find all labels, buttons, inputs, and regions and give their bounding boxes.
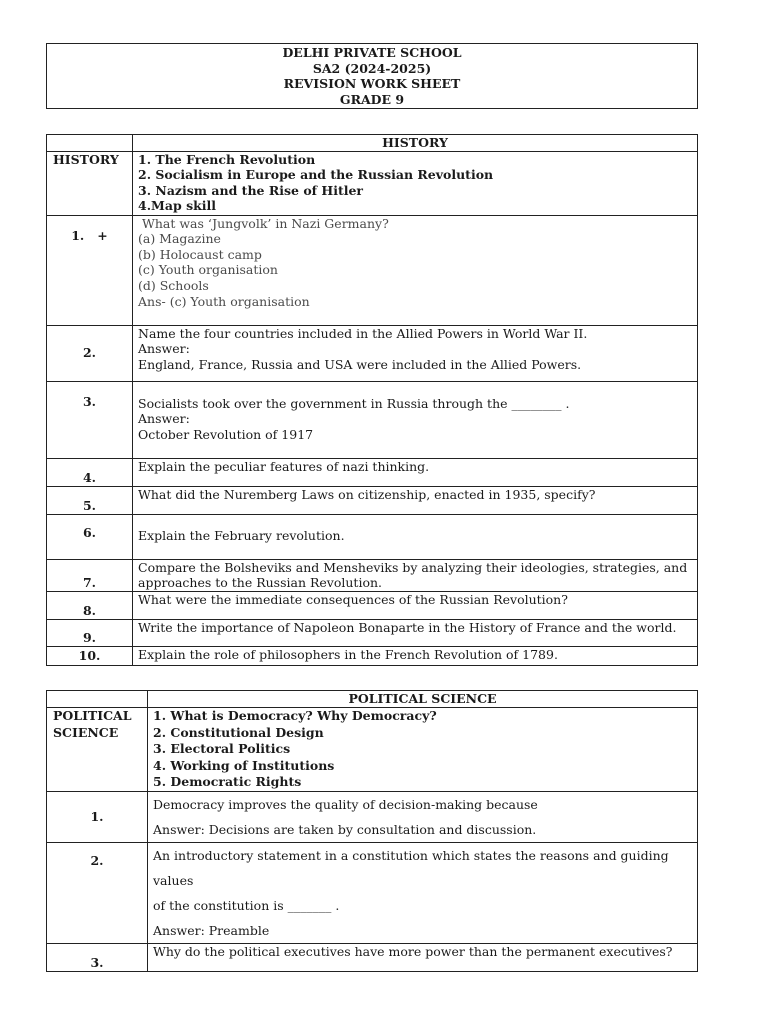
grade: GRADE 9	[339, 91, 405, 107]
table-row	[47, 591, 698, 619]
question-cell: What were the immediate consequences of the Russian Revolution?	[133, 591, 698, 619]
question-cell: Why do the political executives have more power than the permanent executives?	[148, 944, 698, 972]
topic: 1. What is Democracy? Why Democracy?	[153, 708, 437, 723]
question-cell: Name the four countries included in the Allied Powers in World War II. Answer: England, France, Russia and USA were included in the Allied Powers.	[133, 325, 698, 381]
table-row	[47, 559, 698, 591]
political-science-table	[46, 690, 698, 972]
question-cell: Explain the February revolution.	[133, 514, 698, 559]
political-science-topics	[148, 708, 698, 792]
history-subject-label: HISTORY	[47, 151, 133, 215]
topic: 4.Map skill	[138, 198, 217, 214]
question-cell: What was ‘Jungvolk’ in Nazi Germany? (a) Magazine (b) Holocaust camp (c) Youth organisation (d) Schools Ans- (c) Youth organisation	[133, 215, 698, 325]
question-number: 9.	[47, 619, 133, 646]
question-cell: Explain the role of philosophers in the French Revolution of 1789.	[133, 646, 698, 665]
question-number: 1. +	[47, 215, 133, 325]
question-number: 5.	[47, 486, 133, 514]
table-row	[47, 619, 698, 646]
table-row	[47, 843, 698, 944]
school-name: DELHI PRIVATE SCHOOL	[282, 45, 462, 60]
session: SA2 (2024-2025)	[312, 60, 432, 76]
table-row	[47, 458, 698, 486]
question-number: 10.	[47, 646, 133, 665]
topic: 1. The French Revolution	[138, 151, 316, 167]
question-cell: Compare the Bolsheviks and Mensheviks by analyzing their ideologies, strategies, and approaches to the Russian Revolution.	[133, 559, 698, 591]
question-number: 3.	[47, 381, 133, 458]
question-number: 8.	[47, 591, 133, 619]
table-row	[47, 215, 698, 325]
topic: 4. Working of Institutions	[153, 757, 335, 773]
question-cell: Write the importance of Napoleon Bonaparte in the History of France and the world.	[133, 619, 698, 646]
question-number: 6.	[47, 514, 133, 559]
table-row	[47, 325, 698, 381]
table-row	[47, 944, 698, 972]
worksheet-header	[46, 43, 698, 109]
question-number: 1.	[47, 792, 148, 843]
worksheet-title: REVISION WORK SHEET	[283, 76, 461, 91]
table-row	[47, 792, 698, 843]
political-science-heading: POLITICAL SCIENCE	[148, 691, 698, 708]
question-cell: Explain the peculiar features of nazi thinking.	[133, 458, 698, 486]
topic: 3. Electoral Politics	[153, 741, 291, 756]
table-row	[47, 514, 698, 559]
political-science-subject-label: POLITICAL SCIENCE	[47, 708, 148, 792]
question-number: 2.	[47, 843, 148, 944]
question-number: 3.	[47, 944, 148, 972]
question-cell: Democracy improves the quality of decision-making because Answer: Decisions are taken by consultation and discussion.	[148, 792, 698, 843]
topic: 2. Socialism in Europe and the Russian Revolution	[138, 167, 494, 183]
topic: 5. Democratic Rights	[153, 774, 302, 789]
question-cell: An introductory statement in a constitution which states the reasons and guiding values of the constitution is _______ . Answer: Preamble	[148, 843, 698, 944]
question-cell: What did the Nuremberg Laws on citizenship, enacted in 1935, specify?	[133, 486, 698, 514]
question-number: 2.	[47, 325, 133, 381]
question-number: 7.	[47, 559, 133, 591]
question-cell: Socialists took over the government in Russia through the ________ . Answer: October Revolution of 1917	[133, 381, 698, 458]
history-heading: HISTORY	[133, 135, 698, 152]
table-row	[47, 381, 698, 458]
table-row	[47, 646, 698, 665]
question-number: 4.	[47, 458, 133, 486]
topic: 2. Constitutional Design	[153, 724, 324, 740]
history-topics	[133, 151, 698, 215]
topic: 3. Nazism and the Rise of Hitler	[138, 182, 363, 198]
history-table	[46, 134, 698, 666]
table-row	[47, 486, 698, 514]
